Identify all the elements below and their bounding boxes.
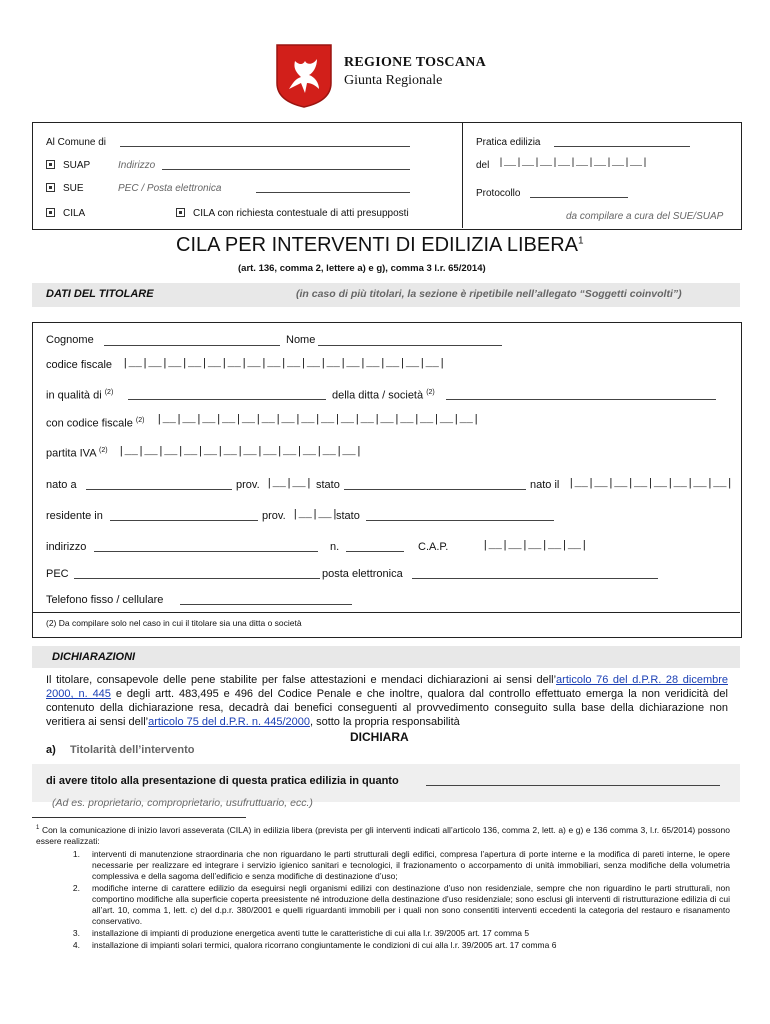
della-ditta-field[interactable]: [446, 399, 716, 400]
res-prov-label: prov.: [262, 510, 286, 522]
section-a-label: a): [46, 744, 56, 756]
protocollo-label: Protocollo: [476, 188, 521, 199]
option-suap[interactable]: SUAP: [46, 160, 90, 171]
codice-fiscale-label: codice fiscale: [46, 359, 113, 371]
list-item: 4. installazione di impianti solari termici, qualora ricorrano congiuntamente le condizioni di cui alla l.r. 39/2005 art. 17 comma 6: [72, 940, 557, 950]
posta-elettronica-label: posta elettronica: [322, 568, 403, 580]
link-art-75[interactable]: articolo 75 del d.P.R. n. 445/2000: [148, 716, 310, 728]
sue-note: da compilare a cura del SUE/SUAP: [566, 211, 724, 222]
sue-checkbox-icon[interactable]: [46, 183, 55, 192]
section-a-title: Titolarità dell’intervento: [70, 744, 195, 756]
pec-titolare-label: PEC: [46, 568, 69, 580]
in-qualita-field[interactable]: [128, 399, 326, 400]
dichiara-heading: DICHIARA: [350, 730, 409, 744]
link-art-76[interactable]: articolo 76 del d.P.R. 28 dicembre 2000, n. 445: [46, 674, 728, 700]
cap-label: C.A.P.: [418, 541, 449, 553]
titolare-section-note: (in caso di più titolari, la sezione è ripetibile nell’allegato “Soggetti coinvolti”): [296, 288, 682, 300]
cila-checkbox-icon[interactable]: [46, 208, 55, 217]
dichiarazioni-paragraph: Il titolare, consapevole delle pene stabilite per false attestazioni e mendaci dichiarazioni ai sensi dell’articolo 76 del d.P.R. 28 dicembre 2000, n. 445 e degli artt. 483,495 e 496 del Codice Penale e che inoltre, qualora dal controllo effettuato emerga la non veridicità del contenuto della dichiarazione resa, decadrà dai benefici conseguenti al provvedimento conseguito sulla base della dichiarazione non veritiera ai sensi dell’articolo 75 del d.P.R. n. 445/2000, sotto la propria responsabilità: [46, 674, 728, 728]
della-ditta-label: della ditta / società $^{(2)}$: [332, 389, 435, 402]
res-stato-field[interactable]: [366, 520, 554, 521]
del-date-grid[interactable]: |__|__|__|__|__|__|__|__|: [498, 158, 649, 169]
res-prov-grid[interactable]: |__|__|: [292, 509, 339, 521]
titolare-section-title: DATI DEL TITOLARE: [46, 288, 154, 300]
suap-checkbox-icon[interactable]: [46, 160, 55, 169]
nato-prov-label: prov.: [236, 479, 260, 491]
partita-iva-label: partita IVA $^{(2)}$: [46, 447, 108, 460]
list-item: 1. interventi di manutenzione straordinaria che non riguardano le parti strutturali degli edifici, compresa l’apertura di porte interne e la modifica di pareti interne, le opere necessarie per realizzare ed integrare i servizio igienico sanitari e tecnologici, il frazionamento o accorpamento di unità immobiliari, senza modifiche della volumetria complessiva e della sagoma dell’edificio e senza modifiche di destinazione d’uso;: [72, 849, 730, 881]
pratica-label: Pratica edilizia: [476, 137, 541, 148]
pec-label: PEC / Posta elettronica: [118, 183, 222, 194]
residente-in-label: residente in: [46, 510, 103, 522]
page-subtitle: (art. 136, comma 2, lettere a) e g), comma 3 l.r. 65/2014): [238, 263, 486, 274]
nato-a-field[interactable]: [86, 489, 232, 490]
nato-a-label: nato a: [46, 479, 77, 491]
numero-field[interactable]: [346, 551, 404, 552]
titolare-footnote-divider: [32, 612, 740, 613]
footnote-list: [36, 849, 730, 952]
posta-elettronica-field[interactable]: [412, 578, 658, 579]
telefono-label: Telefono fisso / cellulare: [46, 594, 164, 606]
numero-label: n.: [330, 541, 340, 553]
page-title: CILA PER INTERVENTI DI EDILIZIA LIBERA$^1$: [176, 234, 584, 256]
option-cila-contestuale[interactable]: CILA con richiesta contestuale di atti presupposti: [176, 208, 409, 219]
footnote-divider: [32, 817, 246, 818]
codice-fiscale-grid[interactable]: |__|__|__|__|__|__|__|__|__|__|__|__|__|__|__|__|: [122, 358, 446, 370]
list-item: 3. installazione di impianti di produzione energetica aventi tutte le caratteristiche di cui alla l.r. 39/2005 art. 17 comma 5: [72, 928, 530, 938]
nato-prov-grid[interactable]: |__|__|: [266, 478, 313, 490]
org-name: REGIONE TOSCANA: [344, 55, 487, 70]
titolare-footnote: (2) Da compilare solo nel caso in cui il titolare sia una ditta o società: [46, 618, 302, 628]
nato-stato-field[interactable]: [344, 489, 526, 490]
indirizzo-label: Indirizzo: [118, 160, 156, 171]
nato-il-label: nato il: [530, 479, 560, 491]
cap-grid[interactable]: |__|__|__|__|__|: [482, 540, 588, 552]
titolo-line-label: di avere titolo alla presentazione di questa pratica edilizia in quanto: [46, 775, 399, 787]
pec-titolare-field[interactable]: [74, 578, 320, 579]
con-codice-fiscale-label: con codice fiscale $^{(2)}$: [46, 417, 145, 430]
comune-box-divider: [462, 122, 463, 228]
nome-field[interactable]: [318, 345, 502, 346]
footnote-1: $^1$ Con la comunicazione di inizio lavori asseverata (CILA) in edilizia libera (prevista per gli interventi indicati all’articolo 136, comma 2, lett. a) e g) e 136 comma 3, l.r. 65/2014) possono essere realizzati:: [36, 824, 730, 846]
option-sue[interactable]: SUE: [46, 183, 84, 194]
indirizzo-titolare-label: indirizzo: [46, 541, 87, 553]
al-comune-label: Al Comune di: [46, 137, 107, 148]
option-cila[interactable]: CILA: [46, 208, 85, 219]
cognome-label: Cognome: [46, 334, 94, 346]
titolo-hint: (Ad es. proprietario, comproprietario, usufruttuario, ecc.): [52, 797, 313, 809]
del-label: del: [476, 160, 490, 171]
list-item: 2. modifiche interne di carattere edilizio da eseguirsi negli organismi edilizi con destinazione d’uso non residenziale, sempre che non riguardino le parti strutturali, non comportino modifiche alla superficie coperta preesistente né introduzione della destinazione d’uso residenziale; sono esclusi gli interventi di ristrutturazione edilizia di cui all’art. 10, comma 1, lett. c) del d.p.r. 380/2001 e quelli riguardanti immobili per i quali non sono consentiti interventi eccedenti la categoria del restauro e risanamento conservativo.: [72, 883, 730, 926]
protocollo-field[interactable]: [530, 197, 628, 198]
titolo-field[interactable]: [426, 785, 720, 786]
nome-label: Nome: [286, 334, 316, 346]
dichiarazioni-section-header: [32, 646, 740, 668]
cila-contestuale-checkbox-icon[interactable]: [176, 208, 185, 217]
pec-field[interactable]: [256, 192, 410, 193]
al-comune-field[interactable]: [120, 146, 410, 147]
res-stato-label: stato: [336, 510, 360, 522]
telefono-field[interactable]: [180, 604, 352, 605]
cognome-field[interactable]: [104, 345, 280, 346]
nato-stato-label: stato: [316, 479, 340, 491]
indirizzo-field[interactable]: [162, 169, 410, 170]
regione-toscana-logo-icon: [275, 43, 333, 109]
org-subtitle: Giunta Regionale: [344, 73, 443, 88]
nato-il-grid[interactable]: |__|__|__|__|__|__|__|__|: [568, 478, 734, 490]
residente-in-field[interactable]: [110, 520, 258, 521]
indirizzo-titolare-field[interactable]: [94, 551, 318, 552]
partita-iva-grid[interactable]: |__|__|__|__|__|__|__|__|__|__|__|__|: [118, 446, 363, 458]
pratica-field[interactable]: [554, 146, 690, 147]
dichiarazioni-section-title: DICHIARAZIONI: [52, 651, 136, 663]
con-codice-fiscale-grid[interactable]: |__|__|__|__|__|__|__|__|__|__|__|__|__|__|__|__|: [156, 414, 480, 426]
in-qualita-label: in qualità di $^{(2)}$: [46, 389, 114, 402]
